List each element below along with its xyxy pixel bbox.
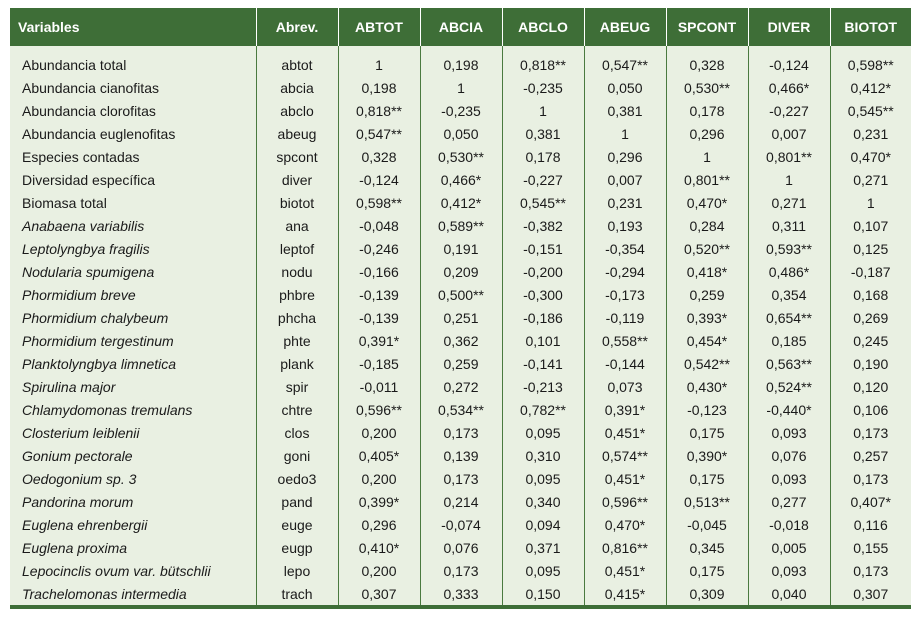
value-spcont: 0,390* bbox=[666, 444, 748, 467]
table-row bbox=[10, 191, 911, 214]
abbreviation: phcha bbox=[256, 306, 338, 329]
value-biotot: 0,598** bbox=[830, 53, 911, 76]
value-abeug: 0,451* bbox=[584, 467, 666, 490]
value-abcia: -0,074 bbox=[420, 513, 502, 536]
table-row bbox=[10, 122, 911, 145]
value-abcia: 0,259 bbox=[420, 352, 502, 375]
value-biotot: 0,120 bbox=[830, 375, 911, 398]
abbreviation: biotot bbox=[256, 191, 338, 214]
value-abclo: 0,818** bbox=[502, 53, 584, 76]
table-row bbox=[10, 513, 911, 536]
value-diver: 0,654** bbox=[748, 306, 830, 329]
value-biotot: 0,231 bbox=[830, 122, 911, 145]
value-diver: 0,005 bbox=[748, 536, 830, 559]
value-diver: -0,227 bbox=[748, 99, 830, 122]
value-abtot: -0,011 bbox=[338, 375, 420, 398]
value-diver: 0,354 bbox=[748, 283, 830, 306]
variable-name: Especies contadas bbox=[10, 145, 256, 168]
value-biotot: 0,125 bbox=[830, 237, 911, 260]
value-biotot: 0,407* bbox=[830, 490, 911, 513]
value-abtot: 0,818** bbox=[338, 99, 420, 122]
value-spcont: 0,259 bbox=[666, 283, 748, 306]
variable-name: Abundancia total bbox=[10, 53, 256, 76]
value-abtot: -0,139 bbox=[338, 306, 420, 329]
correlation-table bbox=[10, 8, 911, 605]
value-spcont: 0,175 bbox=[666, 559, 748, 582]
value-abcia: -0,235 bbox=[420, 99, 502, 122]
value-abeug: 0,050 bbox=[584, 76, 666, 99]
abbreviation: eugp bbox=[256, 536, 338, 559]
value-diver: 0,093 bbox=[748, 467, 830, 490]
abbreviation: phte bbox=[256, 329, 338, 352]
value-spcont: 0,418* bbox=[666, 260, 748, 283]
value-biotot: 0,257 bbox=[830, 444, 911, 467]
abbreviation: euge bbox=[256, 513, 338, 536]
table-row bbox=[10, 237, 911, 260]
abbreviation: ana bbox=[256, 214, 338, 237]
table-row bbox=[10, 214, 911, 237]
value-spcont: 0,530** bbox=[666, 76, 748, 99]
table-row bbox=[10, 352, 911, 375]
value-abcia: 0,530** bbox=[420, 145, 502, 168]
variable-name: Nodularia spumigena bbox=[10, 260, 256, 283]
value-abtot: -0,246 bbox=[338, 237, 420, 260]
table-row bbox=[10, 329, 911, 352]
value-abeug: 0,558** bbox=[584, 329, 666, 352]
table-row bbox=[10, 375, 911, 398]
value-diver: 0,801** bbox=[748, 145, 830, 168]
value-abeug: -0,144 bbox=[584, 352, 666, 375]
value-diver: 0,271 bbox=[748, 191, 830, 214]
variable-name: Euglena ehrenbergii bbox=[10, 513, 256, 536]
value-abclo: -0,141 bbox=[502, 352, 584, 375]
value-abcia: 0,333 bbox=[420, 582, 502, 605]
table-row bbox=[10, 306, 911, 329]
value-spcont: 0,284 bbox=[666, 214, 748, 237]
value-abclo: -0,227 bbox=[502, 168, 584, 191]
value-abeug: 0,574** bbox=[584, 444, 666, 467]
value-abcia: 0,412* bbox=[420, 191, 502, 214]
value-biotot: 0,245 bbox=[830, 329, 911, 352]
header-diver: DIVER bbox=[748, 8, 830, 46]
variable-name: Anabaena variabilis bbox=[10, 214, 256, 237]
value-diver: 0,277 bbox=[748, 490, 830, 513]
value-diver: 0,563** bbox=[748, 352, 830, 375]
value-abcia: 0,139 bbox=[420, 444, 502, 467]
value-abtot: 1 bbox=[338, 53, 420, 76]
value-abcia: 0,076 bbox=[420, 536, 502, 559]
table-row bbox=[10, 99, 911, 122]
value-biotot: 0,173 bbox=[830, 421, 911, 444]
variable-name: Phormidium breve bbox=[10, 283, 256, 306]
value-abeug: 0,547** bbox=[584, 53, 666, 76]
value-spcont: 0,328 bbox=[666, 53, 748, 76]
value-abtot: 0,410* bbox=[338, 536, 420, 559]
abbreviation: chtre bbox=[256, 398, 338, 421]
abbreviation: goni bbox=[256, 444, 338, 467]
value-abcia: 0,362 bbox=[420, 329, 502, 352]
value-abeug: 0,451* bbox=[584, 559, 666, 582]
value-abtot: 0,307 bbox=[338, 582, 420, 605]
abbreviation: oedo3 bbox=[256, 467, 338, 490]
value-biotot: 0,168 bbox=[830, 283, 911, 306]
value-diver: 0,593** bbox=[748, 237, 830, 260]
value-diver: 0,007 bbox=[748, 122, 830, 145]
abbreviation: abeug bbox=[256, 122, 338, 145]
abbreviation: spir bbox=[256, 375, 338, 398]
variable-name: Abundancia cianofitas bbox=[10, 76, 256, 99]
value-spcont: 0,520** bbox=[666, 237, 748, 260]
value-abclo: 0,101 bbox=[502, 329, 584, 352]
variable-name: Closterium leiblenii bbox=[10, 421, 256, 444]
value-abcia: 0,209 bbox=[420, 260, 502, 283]
value-abclo: 0,094 bbox=[502, 513, 584, 536]
value-abclo: 0,178 bbox=[502, 145, 584, 168]
value-biotot: 0,107 bbox=[830, 214, 911, 237]
abbreviation: nodu bbox=[256, 260, 338, 283]
table-row bbox=[10, 283, 911, 306]
value-abeug: 0,193 bbox=[584, 214, 666, 237]
value-spcont: 0,175 bbox=[666, 467, 748, 490]
table-row bbox=[10, 490, 911, 513]
value-abeug: -0,354 bbox=[584, 237, 666, 260]
value-biotot: 0,173 bbox=[830, 559, 911, 582]
value-diver: 0,524** bbox=[748, 375, 830, 398]
value-abclo: -0,300 bbox=[502, 283, 584, 306]
variable-name: Euglena proxima bbox=[10, 536, 256, 559]
value-abclo: 0,095 bbox=[502, 467, 584, 490]
value-abeug: 0,596** bbox=[584, 490, 666, 513]
value-spcont: 0,542** bbox=[666, 352, 748, 375]
header-abrev: Abrev. bbox=[256, 8, 338, 46]
table-row bbox=[10, 559, 911, 582]
value-abcia: 0,251 bbox=[420, 306, 502, 329]
value-abcia: 0,191 bbox=[420, 237, 502, 260]
variable-name: Planktolyngbya limnetica bbox=[10, 352, 256, 375]
spacer-row bbox=[10, 46, 911, 53]
value-diver: 0,486* bbox=[748, 260, 830, 283]
value-abcia: 0,534** bbox=[420, 398, 502, 421]
table-row bbox=[10, 444, 911, 467]
value-diver: 0,466* bbox=[748, 76, 830, 99]
value-abeug: 0,415* bbox=[584, 582, 666, 605]
value-spcont: -0,045 bbox=[666, 513, 748, 536]
value-spcont: 0,430* bbox=[666, 375, 748, 398]
value-abeug: 0,451* bbox=[584, 421, 666, 444]
table-row bbox=[10, 76, 911, 99]
value-abtot: 0,198 bbox=[338, 76, 420, 99]
value-abeug: -0,119 bbox=[584, 306, 666, 329]
variable-name: Leptolyngbya fragilis bbox=[10, 237, 256, 260]
value-diver: -0,018 bbox=[748, 513, 830, 536]
variable-name: Gonium pectorale bbox=[10, 444, 256, 467]
value-abtot: 0,391* bbox=[338, 329, 420, 352]
value-abcia: 0,500** bbox=[420, 283, 502, 306]
value-spcont: 0,454* bbox=[666, 329, 748, 352]
value-spcont: -0,123 bbox=[666, 398, 748, 421]
value-abtot: -0,185 bbox=[338, 352, 420, 375]
value-biotot: 0,545** bbox=[830, 99, 911, 122]
value-abclo: 0,095 bbox=[502, 559, 584, 582]
table-row bbox=[10, 582, 911, 605]
value-abclo: 0,782** bbox=[502, 398, 584, 421]
value-abcia: 0,050 bbox=[420, 122, 502, 145]
value-diver: 0,093 bbox=[748, 559, 830, 582]
value-spcont: 0,801** bbox=[666, 168, 748, 191]
value-abtot: 0,399* bbox=[338, 490, 420, 513]
value-spcont: 0,393* bbox=[666, 306, 748, 329]
header-row bbox=[10, 8, 911, 46]
value-abclo: -0,200 bbox=[502, 260, 584, 283]
value-spcont: 1 bbox=[666, 145, 748, 168]
value-abtot: 0,200 bbox=[338, 467, 420, 490]
variable-name: Lepocinclis ovum var. bütschlii bbox=[10, 559, 256, 582]
variable-name: Abundancia euglenofitas bbox=[10, 122, 256, 145]
table-row bbox=[10, 421, 911, 444]
value-abeug: 0,470* bbox=[584, 513, 666, 536]
value-abtot: 0,596** bbox=[338, 398, 420, 421]
table-row bbox=[10, 53, 911, 76]
value-abclo: -0,235 bbox=[502, 76, 584, 99]
variable-name: Phormidium chalybeum bbox=[10, 306, 256, 329]
value-abeug: 0,381 bbox=[584, 99, 666, 122]
value-abtot: -0,124 bbox=[338, 168, 420, 191]
value-biotot: 0,173 bbox=[830, 467, 911, 490]
abbreviation: plank bbox=[256, 352, 338, 375]
value-biotot: 0,412* bbox=[830, 76, 911, 99]
value-diver: 0,311 bbox=[748, 214, 830, 237]
value-abclo: 0,545** bbox=[502, 191, 584, 214]
abbreviation: trach bbox=[256, 582, 338, 605]
table-row bbox=[10, 398, 911, 421]
value-abcia: 0,466* bbox=[420, 168, 502, 191]
header-abtot: ABTOT bbox=[338, 8, 420, 46]
value-biotot: 0,307 bbox=[830, 582, 911, 605]
value-abtot: 0,200 bbox=[338, 559, 420, 582]
table-body bbox=[10, 46, 911, 605]
value-diver: 0,076 bbox=[748, 444, 830, 467]
value-abtot: -0,166 bbox=[338, 260, 420, 283]
value-biotot: 1 bbox=[830, 191, 911, 214]
value-abcia: 0,214 bbox=[420, 490, 502, 513]
value-abeug: -0,173 bbox=[584, 283, 666, 306]
value-abtot: 0,200 bbox=[338, 421, 420, 444]
header-biotot: BIOTOT bbox=[830, 8, 911, 46]
value-abcia: 0,173 bbox=[420, 467, 502, 490]
value-biotot: 0,271 bbox=[830, 168, 911, 191]
variable-name: Abundancia clorofitas bbox=[10, 99, 256, 122]
value-abeug: -0,294 bbox=[584, 260, 666, 283]
value-abeug: 0,296 bbox=[584, 145, 666, 168]
value-abeug: 0,007 bbox=[584, 168, 666, 191]
variable-name: Spirulina major bbox=[10, 375, 256, 398]
value-abcia: 0,272 bbox=[420, 375, 502, 398]
value-abclo: -0,382 bbox=[502, 214, 584, 237]
value-abtot: 0,405* bbox=[338, 444, 420, 467]
value-biotot: 0,155 bbox=[830, 536, 911, 559]
value-biotot: 0,470* bbox=[830, 145, 911, 168]
value-abtot: 0,547** bbox=[338, 122, 420, 145]
value-abclo: 0,340 bbox=[502, 490, 584, 513]
value-abcia: 1 bbox=[420, 76, 502, 99]
value-diver: -0,124 bbox=[748, 53, 830, 76]
abbreviation: abcia bbox=[256, 76, 338, 99]
abbreviation: phbre bbox=[256, 283, 338, 306]
header-abeug: ABEUG bbox=[584, 8, 666, 46]
value-abcia: 0,198 bbox=[420, 53, 502, 76]
abbreviation: abclo bbox=[256, 99, 338, 122]
abbreviation: clos bbox=[256, 421, 338, 444]
value-abclo: -0,151 bbox=[502, 237, 584, 260]
value-abcia: 0,173 bbox=[420, 559, 502, 582]
abbreviation: diver bbox=[256, 168, 338, 191]
header-spcont: SPCONT bbox=[666, 8, 748, 46]
variable-name: Oedogonium sp. 3 bbox=[10, 467, 256, 490]
value-abeug: 0,391* bbox=[584, 398, 666, 421]
value-diver: -0,440* bbox=[748, 398, 830, 421]
value-abclo: 0,095 bbox=[502, 421, 584, 444]
value-spcont: 0,175 bbox=[666, 421, 748, 444]
value-diver: 0,040 bbox=[748, 582, 830, 605]
value-abtot: 0,296 bbox=[338, 513, 420, 536]
table-row bbox=[10, 467, 911, 490]
value-spcont: 0,296 bbox=[666, 122, 748, 145]
abbreviation: pand bbox=[256, 490, 338, 513]
value-biotot: 0,190 bbox=[830, 352, 911, 375]
value-abtot: 0,598** bbox=[338, 191, 420, 214]
value-abclo: -0,213 bbox=[502, 375, 584, 398]
header-abclo: ABCLO bbox=[502, 8, 584, 46]
value-abclo: 0,381 bbox=[502, 122, 584, 145]
value-spcont: 0,178 bbox=[666, 99, 748, 122]
value-abclo: 0,371 bbox=[502, 536, 584, 559]
value-abtot: -0,048 bbox=[338, 214, 420, 237]
value-spcont: 0,345 bbox=[666, 536, 748, 559]
abbreviation: spcont bbox=[256, 145, 338, 168]
value-abtot: -0,139 bbox=[338, 283, 420, 306]
value-biotot: 0,116 bbox=[830, 513, 911, 536]
value-diver: 1 bbox=[748, 168, 830, 191]
table-row bbox=[10, 260, 911, 283]
value-abeug: 0,231 bbox=[584, 191, 666, 214]
value-biotot: 0,106 bbox=[830, 398, 911, 421]
value-biotot: 0,269 bbox=[830, 306, 911, 329]
value-abcia: 0,173 bbox=[420, 421, 502, 444]
value-spcont: 0,309 bbox=[666, 582, 748, 605]
correlation-table-container bbox=[10, 8, 911, 609]
variable-name: Chlamydomonas tremulans bbox=[10, 398, 256, 421]
value-abclo: 0,150 bbox=[502, 582, 584, 605]
header-variables: Variables bbox=[10, 8, 256, 46]
value-abeug: 0,073 bbox=[584, 375, 666, 398]
abbreviation: leptof bbox=[256, 237, 338, 260]
value-biotot: -0,187 bbox=[830, 260, 911, 283]
bottom-rule bbox=[10, 605, 911, 609]
table-row bbox=[10, 168, 911, 191]
value-spcont: 0,513** bbox=[666, 490, 748, 513]
value-abtot: 0,328 bbox=[338, 145, 420, 168]
value-abclo: -0,186 bbox=[502, 306, 584, 329]
variable-name: Trachelomonas intermedia bbox=[10, 582, 256, 605]
variable-name: Diversidad específica bbox=[10, 168, 256, 191]
variable-name: Phormidium tergestinum bbox=[10, 329, 256, 352]
value-diver: 0,093 bbox=[748, 421, 830, 444]
header-abcia: ABCIA bbox=[420, 8, 502, 46]
value-spcont: 0,470* bbox=[666, 191, 748, 214]
abbreviation: lepo bbox=[256, 559, 338, 582]
value-diver: 0,185 bbox=[748, 329, 830, 352]
table-row bbox=[10, 536, 911, 559]
value-abeug: 0,816** bbox=[584, 536, 666, 559]
table-row bbox=[10, 145, 911, 168]
value-abclo: 1 bbox=[502, 99, 584, 122]
value-abcia: 0,589** bbox=[420, 214, 502, 237]
value-abeug: 1 bbox=[584, 122, 666, 145]
variable-name: Biomasa total bbox=[10, 191, 256, 214]
abbreviation: abtot bbox=[256, 53, 338, 76]
value-abclo: 0,310 bbox=[502, 444, 584, 467]
variable-name: Pandorina morum bbox=[10, 490, 256, 513]
